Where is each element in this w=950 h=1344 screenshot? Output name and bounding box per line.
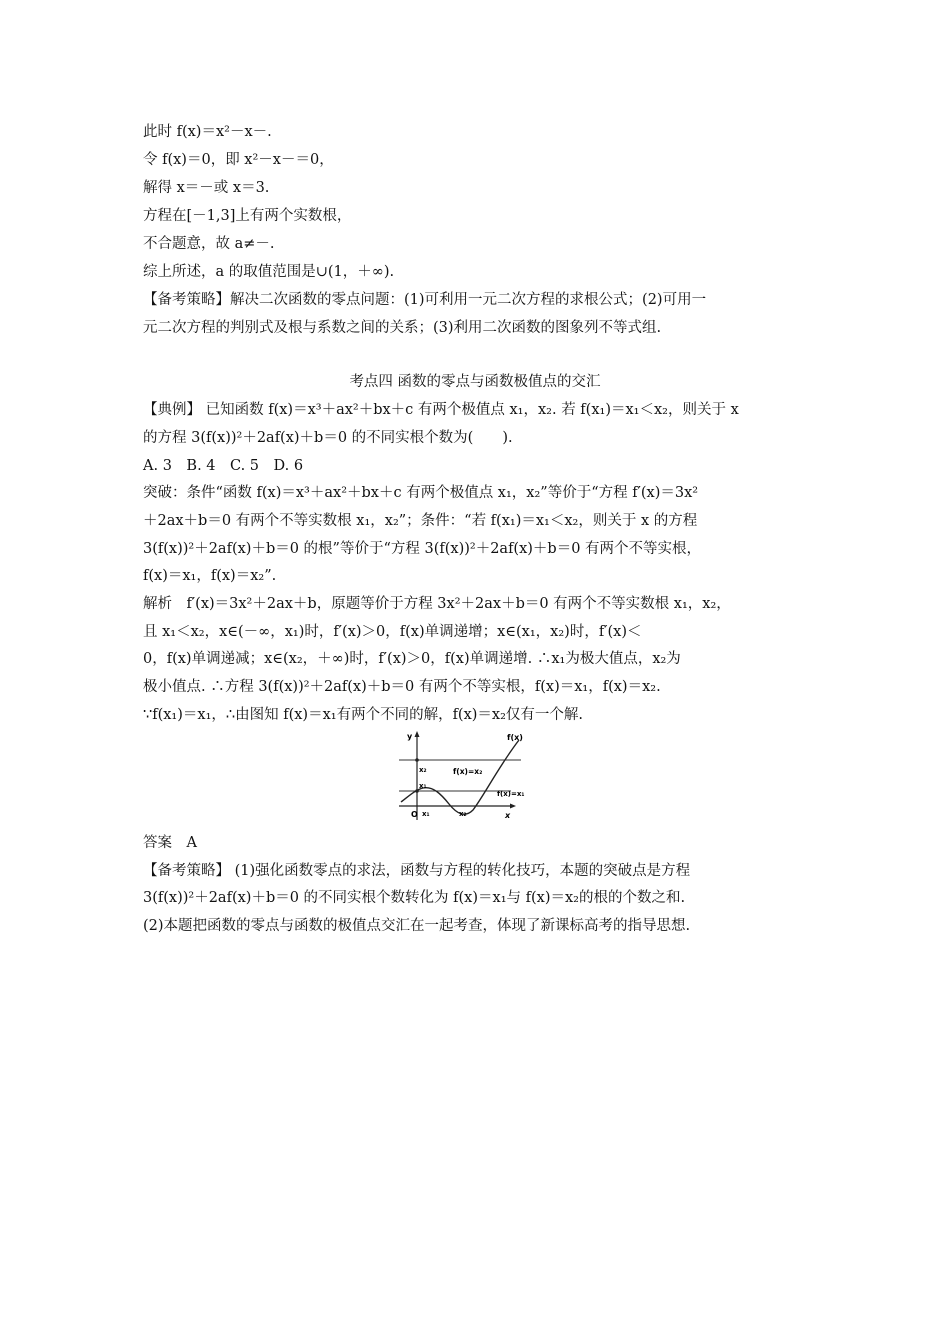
text-line: 0，f(x)单调递减；x∈(x₂，＋∞)时，f′(x)＞0，f(x)单调递增. ∴x₁为极大值点，x₂为 (143, 651, 681, 667)
line-x1-label: f(x)=x₁ (497, 790, 525, 798)
origin-label: O (411, 810, 418, 819)
text-line: 综上所述，a 的取值范围是∪(1，＋∞). (143, 264, 395, 280)
text-line: ∵f(x₁)＝x₁，∴由图知 f(x)＝x₁有两个不同的解，f(x)＝x₂仅有一个解. (143, 707, 584, 723)
section-title: 考点四 函数的零点与函数极值点的交汇 (349, 374, 601, 390)
text-line: A. 3 B. 4 C. 5 D. 6 (143, 458, 304, 474)
text-line: 解得 x＝－或 x＝3. (143, 180, 270, 196)
text-line: ＋2ax＋b＝0 有两个不等实数根 x₁，x₂”；条件：“若 f(x₁)＝x₁＜x₂，则关于 x 的方程 (143, 513, 698, 529)
function-graph (395, 728, 535, 824)
y-axis-label: y (407, 732, 413, 741)
text-line: 3(f(x))²＋2af(x)＋b＝0 的不同实根个数转化为 f(x)＝x₁与 f(x)＝x₂的根的个数之和. (143, 890, 686, 906)
text-line: f(x)＝x₁，f(x)＝x₂”. (143, 568, 277, 584)
text-line: 不合题意，故 a≠－. (143, 236, 275, 252)
tick-x1-label: x₁ (419, 782, 427, 790)
text-line: 元二次方程的判别式及根与系数之间的关系；(3)利用二次函数的图象列不等式组. (143, 320, 662, 336)
text-line: 且 x₁＜x₂，x∈(－∞，x₁)时，f′(x)＞0，f(x)单调递增；x∈(x₁，x₂)时，f′(x)＜ (143, 624, 642, 640)
text-line: 极小值点. ∴方程 3(f(x))²＋2af(x)＋b＝0 有两个不等实根，f(x)＝x₁，f(x)＝x₂. (143, 679, 661, 695)
text-line: (2)本题把函数的零点与函数的极值点交汇在一起考查，体现了新课标高考的指导思想. (143, 918, 691, 934)
text-line: 突破：条件“函数 f(x)＝x³＋ax²＋bx＋c 有两个极值点 x₁，x₂”等价于“方程 f′(x)＝3x² (143, 485, 699, 501)
line-x2-label: f(x)=x₂ (453, 767, 483, 776)
text-line: 【典例】 已知函数 f(x)＝x³＋ax²＋bx＋c 有两个极值点 x₁，x₂. 若 f(x₁)＝x₁＜x₂，则关于 x (143, 402, 739, 418)
tick-x2-label: x₂ (419, 766, 427, 774)
text-line: 【备考策略】 (1)强化函数零点的求法，函数与方程的转化技巧，本题的突破点是方程 (143, 863, 691, 879)
text-line: 此时 f(x)＝x²－x－. (143, 124, 272, 140)
text-line: 的方程 3(f(x))²＋2af(x)＋b＝0 的不同实根个数为( ). (143, 430, 513, 446)
curve-label: f(x) (507, 733, 523, 742)
text-line: 【备考策略】解决二次函数的零点问题：(1)可利用一元二次方程的求根公式；(2)可用一 (143, 292, 707, 308)
function-graph-figure (395, 728, 535, 824)
text-line: 方程在[－1,3]上有两个实数根， (143, 208, 352, 224)
text-line: 解析 f′(x)＝3x²＋2ax＋b，原题等价于方程 3x²＋2ax＋b＝0 有两个不等实数根 x₁，x₂， (143, 596, 731, 612)
point-x2-on-axis (415, 758, 419, 762)
x-axis-arrow (510, 804, 516, 809)
x-axis-label: x (505, 811, 511, 820)
text-line: 3(f(x))²＋2af(x)＋b＝0 的根”等价于“方程 3(f(x))²＋2af(x)＋b＝0 有两个不等实根， (143, 541, 702, 557)
text-line: 令 f(x)＝0，即 x²－x－＝0， (143, 152, 334, 168)
axis-x2-label: x₂ (459, 810, 467, 818)
text-line: 答案 A (143, 835, 197, 851)
y-axis-arrow (415, 731, 420, 737)
function-curve (401, 740, 519, 814)
axis-x1-label: x₁ (422, 810, 430, 818)
